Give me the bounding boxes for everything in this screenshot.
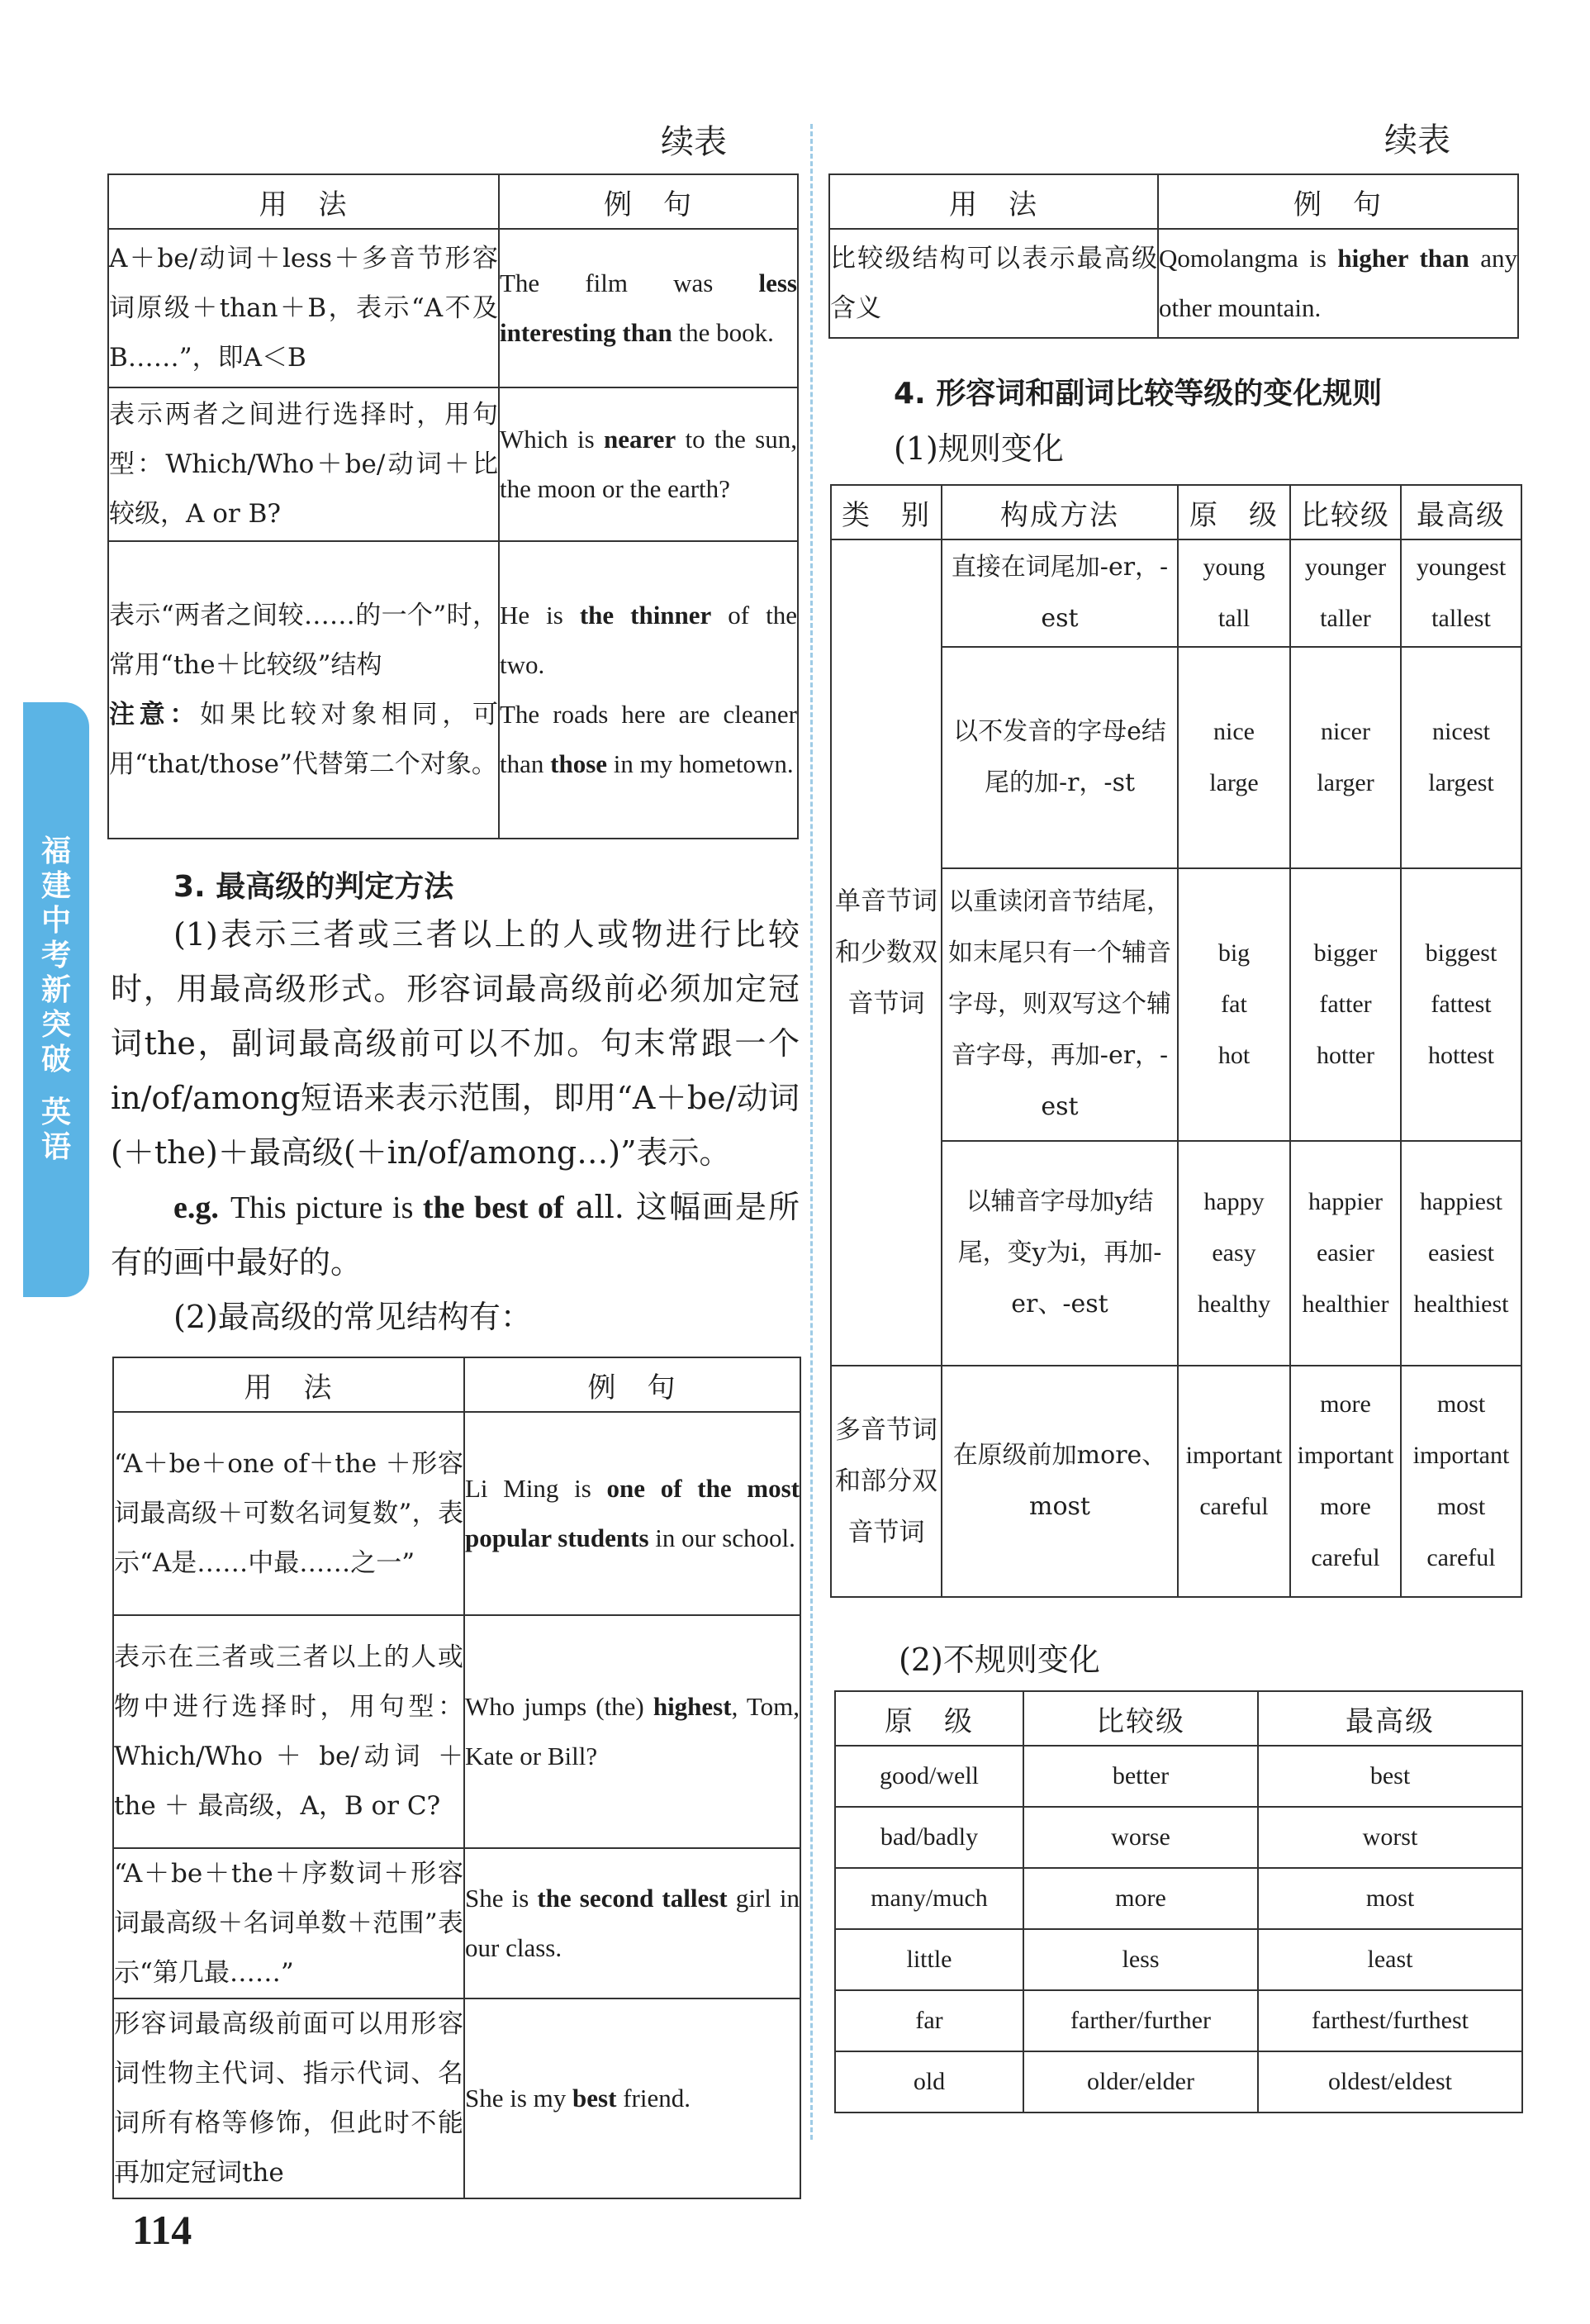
table-row — [835, 1746, 1522, 1807]
table-row — [113, 1615, 800, 1848]
superlative-cell: most important most careful — [1401, 1366, 1521, 1597]
regular-changes-table — [830, 484, 1522, 1598]
comparative-cell: happier easier healthier — [1290, 1141, 1401, 1366]
category-cell: 单音节词和少数双音节词 — [831, 539, 942, 1366]
superlative-cell: worst — [1258, 1807, 1522, 1868]
example-cell: Qomolangma is higher than any other mountain. — [1158, 229, 1518, 338]
table-row — [831, 1366, 1521, 1597]
header-superlative: 最高级 — [1258, 1691, 1522, 1746]
table-row — [113, 1848, 800, 1998]
table-row — [835, 1929, 1522, 1990]
example-cell: Who jumps (the) highest, Tom, Kate or Bill? — [464, 1615, 800, 1848]
comparative-cell: better — [1023, 1746, 1258, 1807]
positive-cell: good/well — [835, 1746, 1023, 1807]
table-row — [113, 1412, 800, 1615]
header-positive: 原 级 — [835, 1691, 1023, 1746]
superlative-cell: youngest tallest — [1401, 539, 1521, 647]
positive-cell: far — [835, 1990, 1023, 2051]
comparative-cell: older/elder — [1023, 2051, 1258, 2113]
usage-cell: “A＋be＋the＋序数词＋形容词最高级＋名词单数＋范围”表示“第几最……” — [113, 1848, 464, 1998]
positive-cell: young tall — [1178, 539, 1290, 647]
usage-cell: A＋be/动词＋less＋多音节形容词原级＋than＋B，表示“A不及B……”，即A＜B — [108, 229, 499, 387]
header-usage: 用 法 — [829, 174, 1158, 229]
subject-label: 英语 — [40, 1095, 71, 1164]
method-cell: 在原级前加more、most — [942, 1366, 1178, 1597]
column-divider — [810, 124, 813, 2140]
comparative-cell: worse — [1023, 1807, 1258, 1868]
regular-changes-subheading: (1)规则变化 — [894, 430, 1064, 467]
comparative-cell: younger taller — [1290, 539, 1401, 647]
header-comparative: 比较级 — [1290, 485, 1401, 539]
example-cell: She is my best friend. — [464, 1998, 800, 2198]
header-superlative: 最高级 — [1401, 485, 1521, 539]
comparative-cell: more important more careful — [1290, 1366, 1401, 1597]
comparative-cell: less — [1023, 1929, 1258, 1990]
section-4-heading: 4. 形容词和副词比较等级的变化规则 — [894, 377, 1383, 411]
positive-cell: happy easy healthy — [1178, 1141, 1290, 1366]
usage-cell: 表示在三者或三者以上的人或物中进行选择时，用句型：Which/Who ＋ be/动词 ＋ the ＋ 最高级，A，B or C? — [113, 1615, 464, 1848]
header-example: 例 句 — [1158, 174, 1518, 229]
method-cell: 直接在词尾加-er，-est — [942, 539, 1178, 647]
superlative-cell: best — [1258, 1746, 1522, 1807]
usage-cell: 比较级结构可以表示最高级含义 — [829, 229, 1158, 338]
header-category: 类 别 — [831, 485, 942, 539]
superlative-cell: biggest fattest hottest — [1401, 868, 1521, 1141]
table-row — [108, 541, 798, 839]
usage-table-superlative — [112, 1357, 801, 2199]
positive-cell: important careful — [1178, 1366, 1290, 1597]
comparative-cell: bigger fatter hotter — [1290, 868, 1401, 1141]
positive-cell: little — [835, 1929, 1023, 1990]
header-example: 例 句 — [499, 174, 798, 229]
comparative-cell: farther/further — [1023, 1990, 1258, 2051]
superlative-cell: nicest largest — [1401, 647, 1521, 868]
superlative-cell: least — [1258, 1929, 1522, 1990]
positive-cell: nice large — [1178, 647, 1290, 868]
header-comparative: 比较级 — [1023, 1691, 1258, 1746]
table-row — [835, 2051, 1522, 2113]
irregular-changes-subheading: (2)不规则变化 — [899, 1642, 1100, 1678]
irregular-changes-table — [834, 1690, 1523, 2113]
eg-label: e.g. — [173, 1191, 219, 1225]
side-tab-text — [33, 834, 79, 1165]
usage-cell: 表示“两者之间较……的一个”时，常用“the＋比较级”结构 注意：如果比较对象相同，可用“that/those”代替第二个对象。 — [108, 541, 499, 839]
usage-cell: “A＋be＋one of＋the ＋形容词最高级＋可数名词复数”，表示“A是……中最……之一” — [113, 1412, 464, 1615]
page-number: 114 — [132, 2207, 192, 2253]
table-row — [835, 1868, 1522, 1929]
header-usage: 用 法 — [113, 1357, 464, 1412]
table-row — [835, 1990, 1522, 2051]
method-cell: 以辅音字母加y结尾，变y为i，再加-er、-est — [942, 1141, 1178, 1366]
continued-label-right: 续表 — [1384, 121, 1450, 159]
superlative-cell: most — [1258, 1868, 1522, 1929]
book-title: 福建中考新突破 — [40, 834, 71, 1076]
table-row — [108, 229, 798, 387]
method-cell: 以不发音的字母e结尾的加-r，-st — [942, 647, 1178, 868]
comparative-cell: nicer larger — [1290, 647, 1401, 868]
positive-cell: big fat hot — [1178, 868, 1290, 1141]
header-usage: 用 法 — [108, 174, 499, 229]
category-cell: 多音节词和部分双音节词 — [831, 1366, 942, 1597]
comparative-cell: more — [1023, 1868, 1258, 1929]
table-row — [108, 387, 798, 541]
superlative-cell: farthest/furthest — [1258, 1990, 1522, 2051]
header-example: 例 句 — [464, 1357, 800, 1412]
superlative-cell: oldest/eldest — [1258, 2051, 1522, 2113]
positive-cell: bad/badly — [835, 1807, 1023, 1868]
continued-label-left: 续表 — [661, 123, 727, 161]
example-cell: Li Ming is one of the most popular students in our school. — [464, 1412, 800, 1615]
section-3-heading: 3. 最高级的判定方法 — [173, 870, 454, 904]
table-row — [829, 229, 1518, 338]
positive-cell: many/much — [835, 1868, 1023, 1929]
example-cell: She is the second tallest girl in our class. — [464, 1848, 800, 1998]
header-method: 构成方法 — [942, 485, 1178, 539]
method-cell: 以重读闭音节结尾，如末尾只有一个辅音字母，则双写这个辅音字母，再加-er，-est — [942, 868, 1178, 1141]
usage-table-continued — [828, 173, 1519, 339]
usage-table-comparative — [107, 173, 799, 839]
example-cell: Which is nearer to the sun, the moon or the earth? — [499, 387, 798, 541]
example-cell: The film was less interesting than the book. — [499, 229, 798, 387]
usage-cell: 形容词最高级前面可以用形容词性物主代词、指示代词、名词所有格等修饰，但此时不能再加定冠词the — [113, 1998, 464, 2198]
section-3-paragraph: (1)表示三者或三者以上的人或物进行比较时，用最高级形式。形容词最高级前必须加定冠词the，副词最高级前可以不加。句末常跟一个in/of/among短语来表示范围，即用“A＋be/动词(＋the)＋最高级(＋in/of/among…)”表示。 e.g. This picture is the best of all. 这幅画是所有的画中最好的。 (2)最高级的常见结构有： — [111, 916, 800, 1335]
table-row — [835, 1807, 1522, 1868]
table-row — [113, 1998, 800, 2198]
note-label: 注意： — [109, 700, 200, 730]
example-cell: He is the thinner of the two. The roads here are cleaner than those in my hometown. — [499, 541, 798, 839]
superlative-cell: happiest easiest healthiest — [1401, 1141, 1521, 1366]
usage-cell: 表示两者之间进行选择时，用句型：Which/Who＋be/动词＋比较级，A or B? — [108, 387, 499, 541]
table-row — [831, 539, 1521, 647]
header-positive: 原 级 — [1178, 485, 1290, 539]
positive-cell: old — [835, 2051, 1023, 2113]
